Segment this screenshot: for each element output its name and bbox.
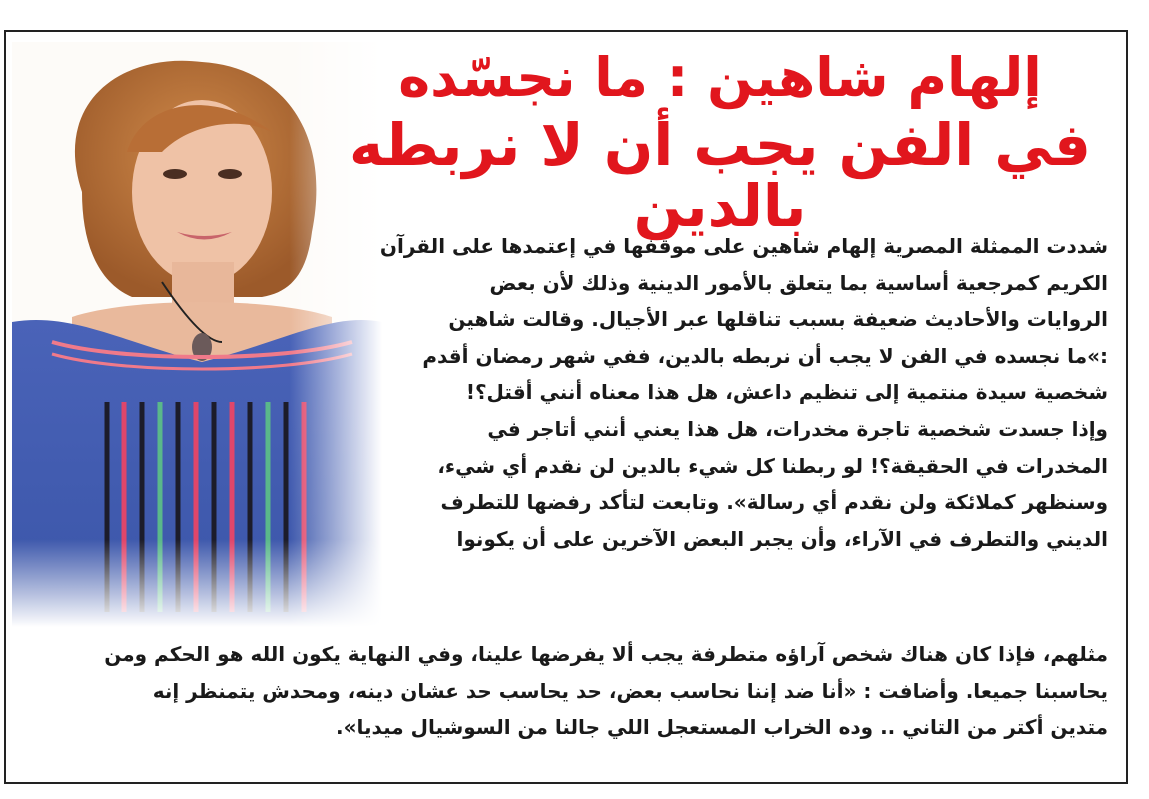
body-line: متدين أكتر من التاني .. وده الخراب المستعجل اللي جالنا من السوشيال ميديا». — [336, 715, 1108, 740]
body-line: شخصية سيدة منتمية إلى تنظيم داعش، هل هذا معناه أنني أقتل؟! — [465, 380, 1108, 405]
headline-line-1: إلهام شاهين : ما نجسّده — [398, 46, 1042, 109]
body-line: :»ما نجسده في الفن لا يجب أن نربطه بالدين، ففي شهر رمضان أقدم — [422, 343, 1108, 368]
body-line: يحاسبنا جميعا. وأضافت : «أنا ضد إننا نحاسب بعض، حد يحاسب حد عشان دينه، ومحدش يتمنظر إنه — [152, 678, 1108, 703]
body-line: المخدرات في الحقيقة؟! لو ربطنا كل شيء بالدين لن نقدم أي شيء، — [437, 453, 1108, 478]
body-line: الكريم كمرجعية أساسية بما يتعلق بالأمور الدينية وذلك لأن بعض — [489, 270, 1108, 295]
body-line: شددت الممثلة المصرية إلهام شاهين على موقفها في إعتمدها على القرآن — [379, 234, 1108, 258]
article-body-upper — [372, 228, 1108, 557]
body-line: وإذا جسدت شخصية تاجرة مخدرات، هل هذا يعني أنني أتاجر في — [487, 416, 1108, 441]
body-line: الديني والتطرف في الآراء، وأن يجبر البعض الآخرين على أن يكونوا — [456, 526, 1108, 551]
article-body-lower — [10, 636, 1108, 746]
top-margin — [0, 0, 1149, 30]
article-photo — [12, 42, 382, 627]
body-line: الروايات والأحاديث ضعيفة بسبب تناقلها عبر الأجيال. وقالت شاهين — [448, 307, 1108, 332]
headline-line-2: في الفن يجب أن لا نربطه بالدين — [348, 110, 1092, 240]
article-frame — [4, 30, 1128, 784]
body-line: وسنظهر كملائكة ولن نقدم أي رسالة». وتابعت لتأكد رفضها للتطرف — [440, 490, 1108, 515]
headline — [340, 46, 1100, 240]
body-line: مثلهم، فإذا كان هناك شخص آراؤه متطرفة يجب ألا يفرضها علينا، وفي النهاية يكون الله هو الحكم ومن — [104, 642, 1108, 666]
